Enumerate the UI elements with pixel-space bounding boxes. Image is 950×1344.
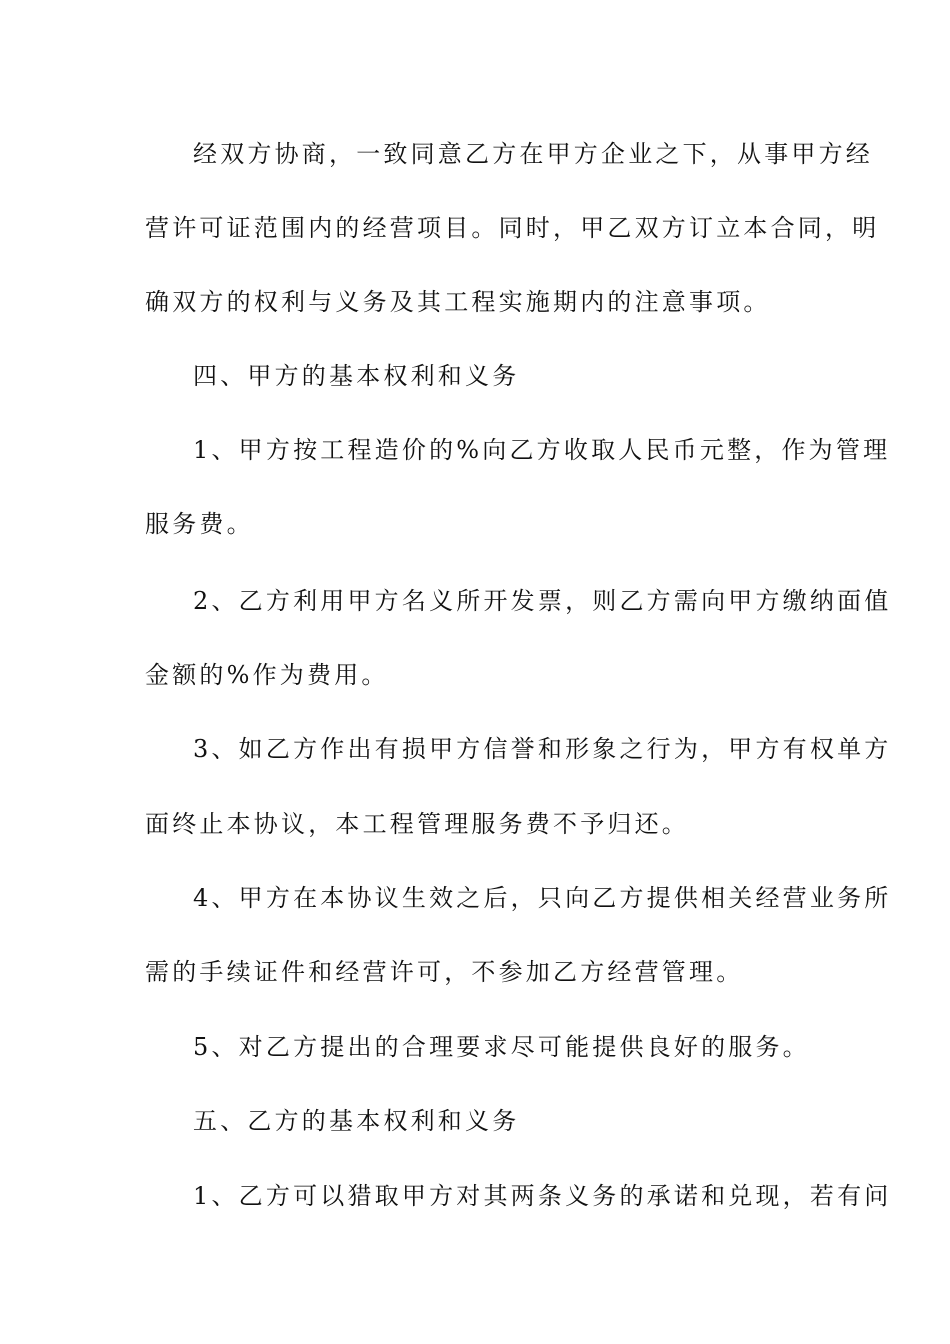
paragraph-line: 面终止本协议，本工程管理服务费不予归还。 bbox=[145, 810, 689, 838]
paragraph-line: 1、甲方按工程造价的%向乙方收取人民币元整，作为管理 bbox=[193, 436, 891, 464]
paragraph-line: 3、如乙方作出有损甲方信誉和形象之行为，甲方有权单方 bbox=[193, 735, 892, 763]
paragraph-line: 1、乙方可以猎取甲方对其两条义务的承诺和兑现，若有问 bbox=[193, 1182, 892, 1210]
paragraph-line: 营许可证范围内的经营项目。同时，甲乙双方订立本合同，明 bbox=[145, 214, 880, 242]
section-heading: 四、甲方的基本权利和义务 bbox=[193, 362, 520, 390]
paragraph-line: 4、甲方在本协议生效之后，只向乙方提供相关经营业务所 bbox=[193, 884, 892, 912]
paragraph-line: 5、对乙方提出的合理要求尽可能提供良好的服务。 bbox=[193, 1033, 810, 1061]
paragraph-line: 服务费。 bbox=[145, 510, 254, 538]
paragraph-line: 确双方的权利与义务及其工程实施期内的注意事项。 bbox=[145, 288, 771, 316]
section-heading: 五、乙方的基本权利和义务 bbox=[193, 1107, 520, 1135]
paragraph-line: 2、乙方利用甲方名义所开发票，则乙方需向甲方缴纳面值 bbox=[193, 587, 892, 615]
paragraph-line: 需的手续证件和经营许可，不参加乙方经营管理。 bbox=[145, 958, 744, 986]
paragraph-line: 金额的%作为费用。 bbox=[145, 661, 389, 689]
paragraph-line: 经双方协商，一致同意乙方在甲方企业之下，从事甲方经 bbox=[193, 140, 873, 168]
